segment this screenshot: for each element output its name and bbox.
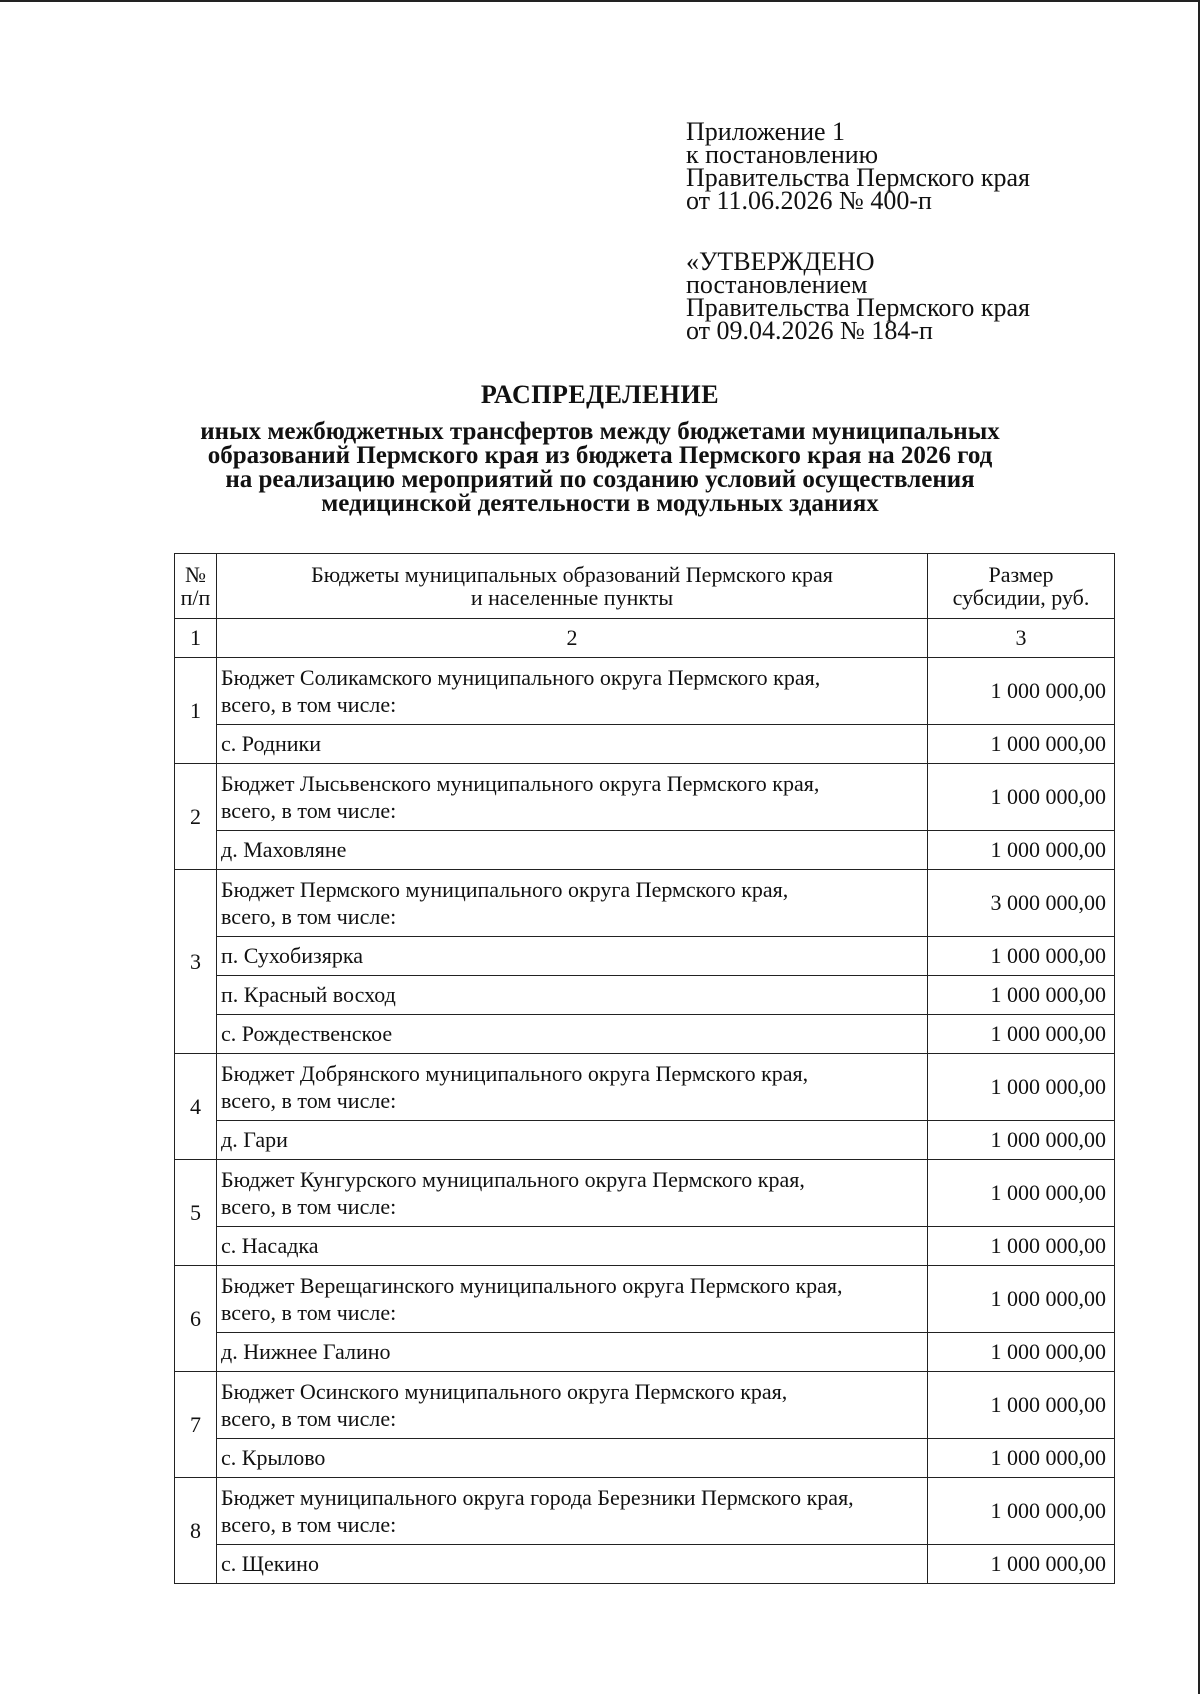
budget-name-line: всего, в том числе: [221,1300,397,1325]
table-index-row [175,619,1115,658]
budget-name [217,658,928,725]
settlement-sum: 1 000 000,00 [928,831,1115,870]
settlement-sum: 1 000 000,00 [928,1121,1115,1160]
row-number: 1 [175,658,217,764]
approved-block [686,247,1030,345]
budget-name [217,870,928,937]
header-name [217,554,928,619]
appendix-line: Правительства Пермского края [686,163,1030,192]
index-cell: 3 [928,619,1115,658]
settlement-sum: 1 000 000,00 [928,1439,1115,1478]
header-num-line: п/п [180,585,211,610]
table-header-row [175,554,1115,619]
settlement-name: п. Сухобизярка [217,937,928,976]
row-number: 7 [175,1372,217,1478]
budget-name [217,1478,928,1545]
settlement-name: с. Родники [217,725,928,764]
subtitle-line: иных межбюджетных трансфертов между бюджетами муниципальных [200,418,1000,445]
table-row-settlement [175,937,1115,976]
budget-name [217,1160,928,1227]
header-num [175,554,217,619]
index-cell: 2 [217,619,928,658]
table-row-settlement [175,1121,1115,1160]
table-row-settlement [175,831,1115,870]
table-row-total [175,1266,1115,1333]
budget-name-line: всего, в том числе: [221,692,397,717]
budget-name [217,1372,928,1439]
settlement-name: с. Щекино [217,1545,928,1584]
budget-total-sum: 1 000 000,00 [928,1478,1115,1545]
budget-name [217,764,928,831]
budget-name-line: Бюджет Верещагинского муниципального округа Пермского края, [221,1273,843,1298]
document-subtitle [0,420,1200,516]
settlement-sum: 1 000 000,00 [928,1545,1115,1584]
row-number: 3 [175,870,217,1054]
header-sum-line: Размер [988,562,1054,587]
settlement-sum: 1 000 000,00 [928,1015,1115,1054]
table-row-settlement [175,1015,1115,1054]
table-row-settlement [175,1545,1115,1584]
scan-edge-top [0,0,1200,2]
budget-total-sum: 1 000 000,00 [928,764,1115,831]
budget-name-line: Бюджет Осинского муниципального округа Пермского края, [221,1379,788,1404]
appendix-line: к постановлению [686,140,879,169]
budget-name-line: Бюджет Лысьвенского муниципального округа Пермского края, [221,771,820,796]
budget-total-sum: 1 000 000,00 [928,1054,1115,1121]
row-number: 5 [175,1160,217,1266]
settlement-name: с. Крылово [217,1439,928,1478]
table-row-settlement [175,1333,1115,1372]
table-row-settlement [175,976,1115,1015]
budget-total-sum: 1 000 000,00 [928,1160,1115,1227]
settlement-sum: 1 000 000,00 [928,1227,1115,1266]
budget-name [217,1054,928,1121]
settlement-name: д. Нижнее Галино [217,1333,928,1372]
appendix-line: Приложение 1 [686,117,846,146]
table-row-total [175,870,1115,937]
settlement-name: с. Насадка [217,1227,928,1266]
budget-name-line: всего, в том числе: [221,1088,397,1113]
settlement-name: д. Гари [217,1121,928,1160]
budget-total-sum: 1 000 000,00 [928,1266,1115,1333]
distribution-table [174,553,1115,1584]
budget-total-sum: 1 000 000,00 [928,1372,1115,1439]
row-number: 4 [175,1054,217,1160]
approved-line: постановлением [686,270,868,299]
settlement-name: с. Рождественское [217,1015,928,1054]
settlement-sum: 1 000 000,00 [928,937,1115,976]
budget-name-line: Бюджет Пермского муниципального округа Пермского края, [221,877,789,902]
budget-name-line: Бюджет Соликамского муниципального округа Пермского края, [221,665,821,690]
budget-name-line: Бюджет муниципального округа города Березники Пермского края, [221,1485,854,1510]
budget-name-line: всего, в том числе: [221,1406,397,1431]
table-row-total [175,1478,1115,1545]
budget-name-line: всего, в том числе: [221,1512,397,1537]
approved-line: «УТВЕРЖДЕНО [686,247,875,276]
approved-line: Правительства Пермского края [686,293,1030,322]
header-sum [928,554,1115,619]
row-number: 2 [175,764,217,870]
subtitle-line: образований Пермского края из бюджета Пермского края на 2026 год [207,442,993,469]
header-name-line: Бюджеты муниципальных образований Пермского края [311,562,833,587]
subtitle-line: медицинской деятельности в модульных зданиях [321,490,879,517]
index-cell: 1 [175,619,217,658]
table-row-settlement [175,1227,1115,1266]
appendix-block [686,117,1030,215]
table-row-total [175,658,1115,725]
header-num-line: № [185,562,206,587]
budget-name-line: Бюджет Добрянского муниципального округа Пермского края, [221,1061,809,1086]
settlement-sum: 1 000 000,00 [928,725,1115,764]
appendix-line: от 11.06.2026 № 400-п [686,186,932,215]
budget-name-line: всего, в том числе: [221,1194,397,1219]
table-row-settlement [175,725,1115,764]
budget-name-line: всего, в том числе: [221,904,397,929]
approved-line: от 09.04.2026 № 184-п [686,316,933,345]
budget-name-line: всего, в том числе: [221,798,397,823]
budget-total-sum: 1 000 000,00 [928,658,1115,725]
budget-total-sum: 3 000 000,00 [928,870,1115,937]
settlement-name: п. Красный восход [217,976,928,1015]
row-number: 6 [175,1266,217,1372]
budget-name [217,1266,928,1333]
document-title: РАСПРЕДЕЛЕНИЕ [480,380,720,409]
header-name-line: и населенные пункты [470,585,674,610]
row-number: 8 [175,1478,217,1584]
settlement-sum: 1 000 000,00 [928,1333,1115,1372]
settlement-sum: 1 000 000,00 [928,976,1115,1015]
table-row-total [175,1372,1115,1439]
table-row-total [175,1054,1115,1121]
header-sum-line: субсидии, руб. [952,585,1090,610]
table-row-settlement [175,1439,1115,1478]
table-row-total [175,764,1115,831]
budget-name-line: Бюджет Кунгурского муниципального округа Пермского края, [221,1167,805,1192]
settlement-name: д. Маховляне [217,831,928,870]
subtitle-line: на реализацию мероприятий по созданию условий осуществления [225,466,975,493]
table-row-total [175,1160,1115,1227]
